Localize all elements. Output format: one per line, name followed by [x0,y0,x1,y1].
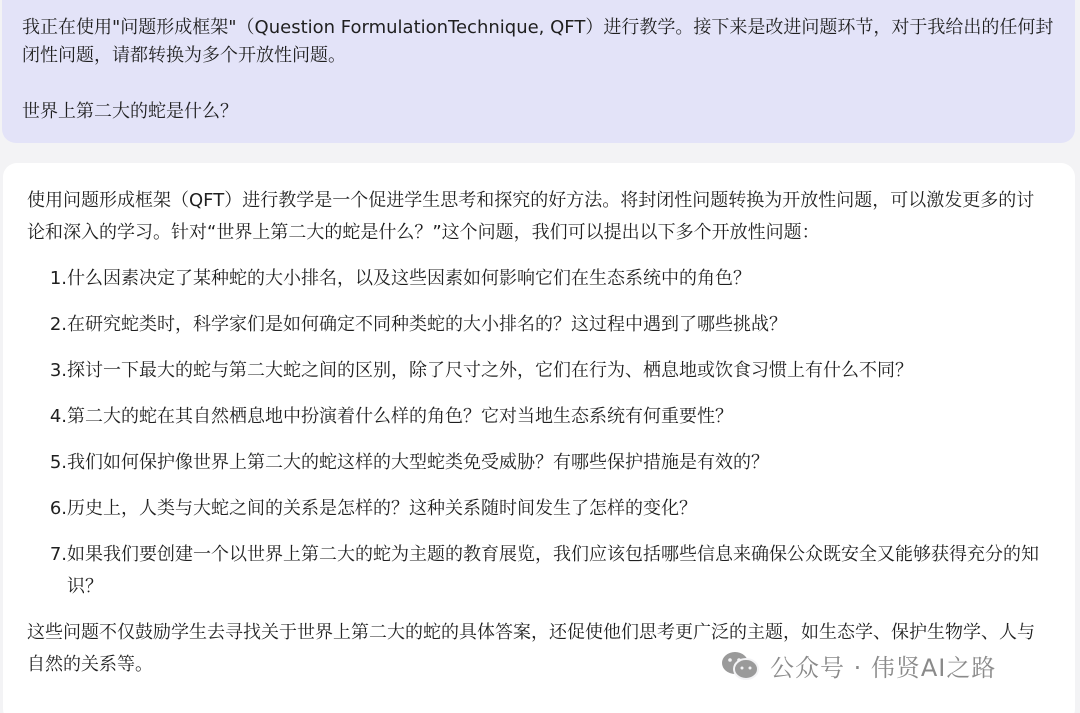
list-item-text: 什么因素决定了某种蛇的大小排名，以及这些因素如何影响它们在生态系统中的角色？ [67,268,751,289]
user-message-bubble [2,0,1075,143]
user-question-text: 世界上第二大的蛇是什么？ [22,101,238,122]
open-question-list [27,263,1051,603]
list-item-number: 7. [49,544,67,565]
watermark-text: 公众号 · 伟贤AI之路 [770,654,997,682]
list-item-number: 2. [49,314,67,335]
list-item [27,263,1051,295]
list-item-text: 如果我们要创建一个以世界上第二大的蛇为主题的教育展览，我们应该包括哪些信息来确保公众既安全又能够获得充分的知识？ [67,544,1039,597]
list-item-number: 1. [49,268,67,289]
list-item [27,355,1051,387]
list-item-text: 历史上，人类与大蛇之间的关系是怎样的？这种关系随时间发生了怎样的变化？ [67,498,697,519]
list-item-number: 4. [49,406,67,427]
list-item [27,401,1051,433]
user-prompt-text: 我正在使用"问题形成框架"（Question FormulationTechnique, QFT）进行教学。接下来是改进问题环节，对于我给出的任何封闭性问题，请都转换为多个开放性问题。 [22,17,1054,66]
list-item [27,447,1051,479]
list-item [27,309,1051,341]
assistant-outro-text: 这些问题不仅鼓励学生去寻找关于世界上第二大的蛇的具体答案，还促使他们思考更广泛的主题，如生态学、保护生物学、人与自然的关系等。 [27,622,1035,675]
assistant-message-card [3,163,1075,713]
list-item [27,493,1051,525]
list-item-text: 在研究蛇类时，科学家们是如何确定不同种类蛇的大小排名的？这过程中遇到了哪些挑战？ [67,314,787,335]
list-item-number: 6. [49,498,67,519]
list-item-number: 3. [49,360,67,381]
assistant-intro-text: 使用问题形成框架（QFT）进行教学是一个促进学生思考和探究的好方法。将封闭性问题转换为开放性问题，可以激发更多的讨论和深入的学习。针对“世界上第二大的蛇是什么？”这个问题，我们可以提出以下多个开放性问题： [27,190,1035,243]
list-item-text: 探讨一下最大的蛇与第二大蛇之间的区别，除了尺寸之外，它们在行为、栖息地或饮食习惯上有什么不同？ [67,360,913,381]
list-item [27,539,1051,603]
wechat-icon [720,650,760,682]
list-item-number: 5. [49,452,67,473]
list-item-text: 第二大的蛇在其自然栖息地中扮演着什么样的角色？它对当地生态系统有何重要性？ [67,406,733,427]
list-item-text: 我们如何保护像世界上第二大的蛇这样的大型蛇类免受威胁？有哪些保护措施是有效的？ [67,452,769,473]
watermark [720,648,996,683]
